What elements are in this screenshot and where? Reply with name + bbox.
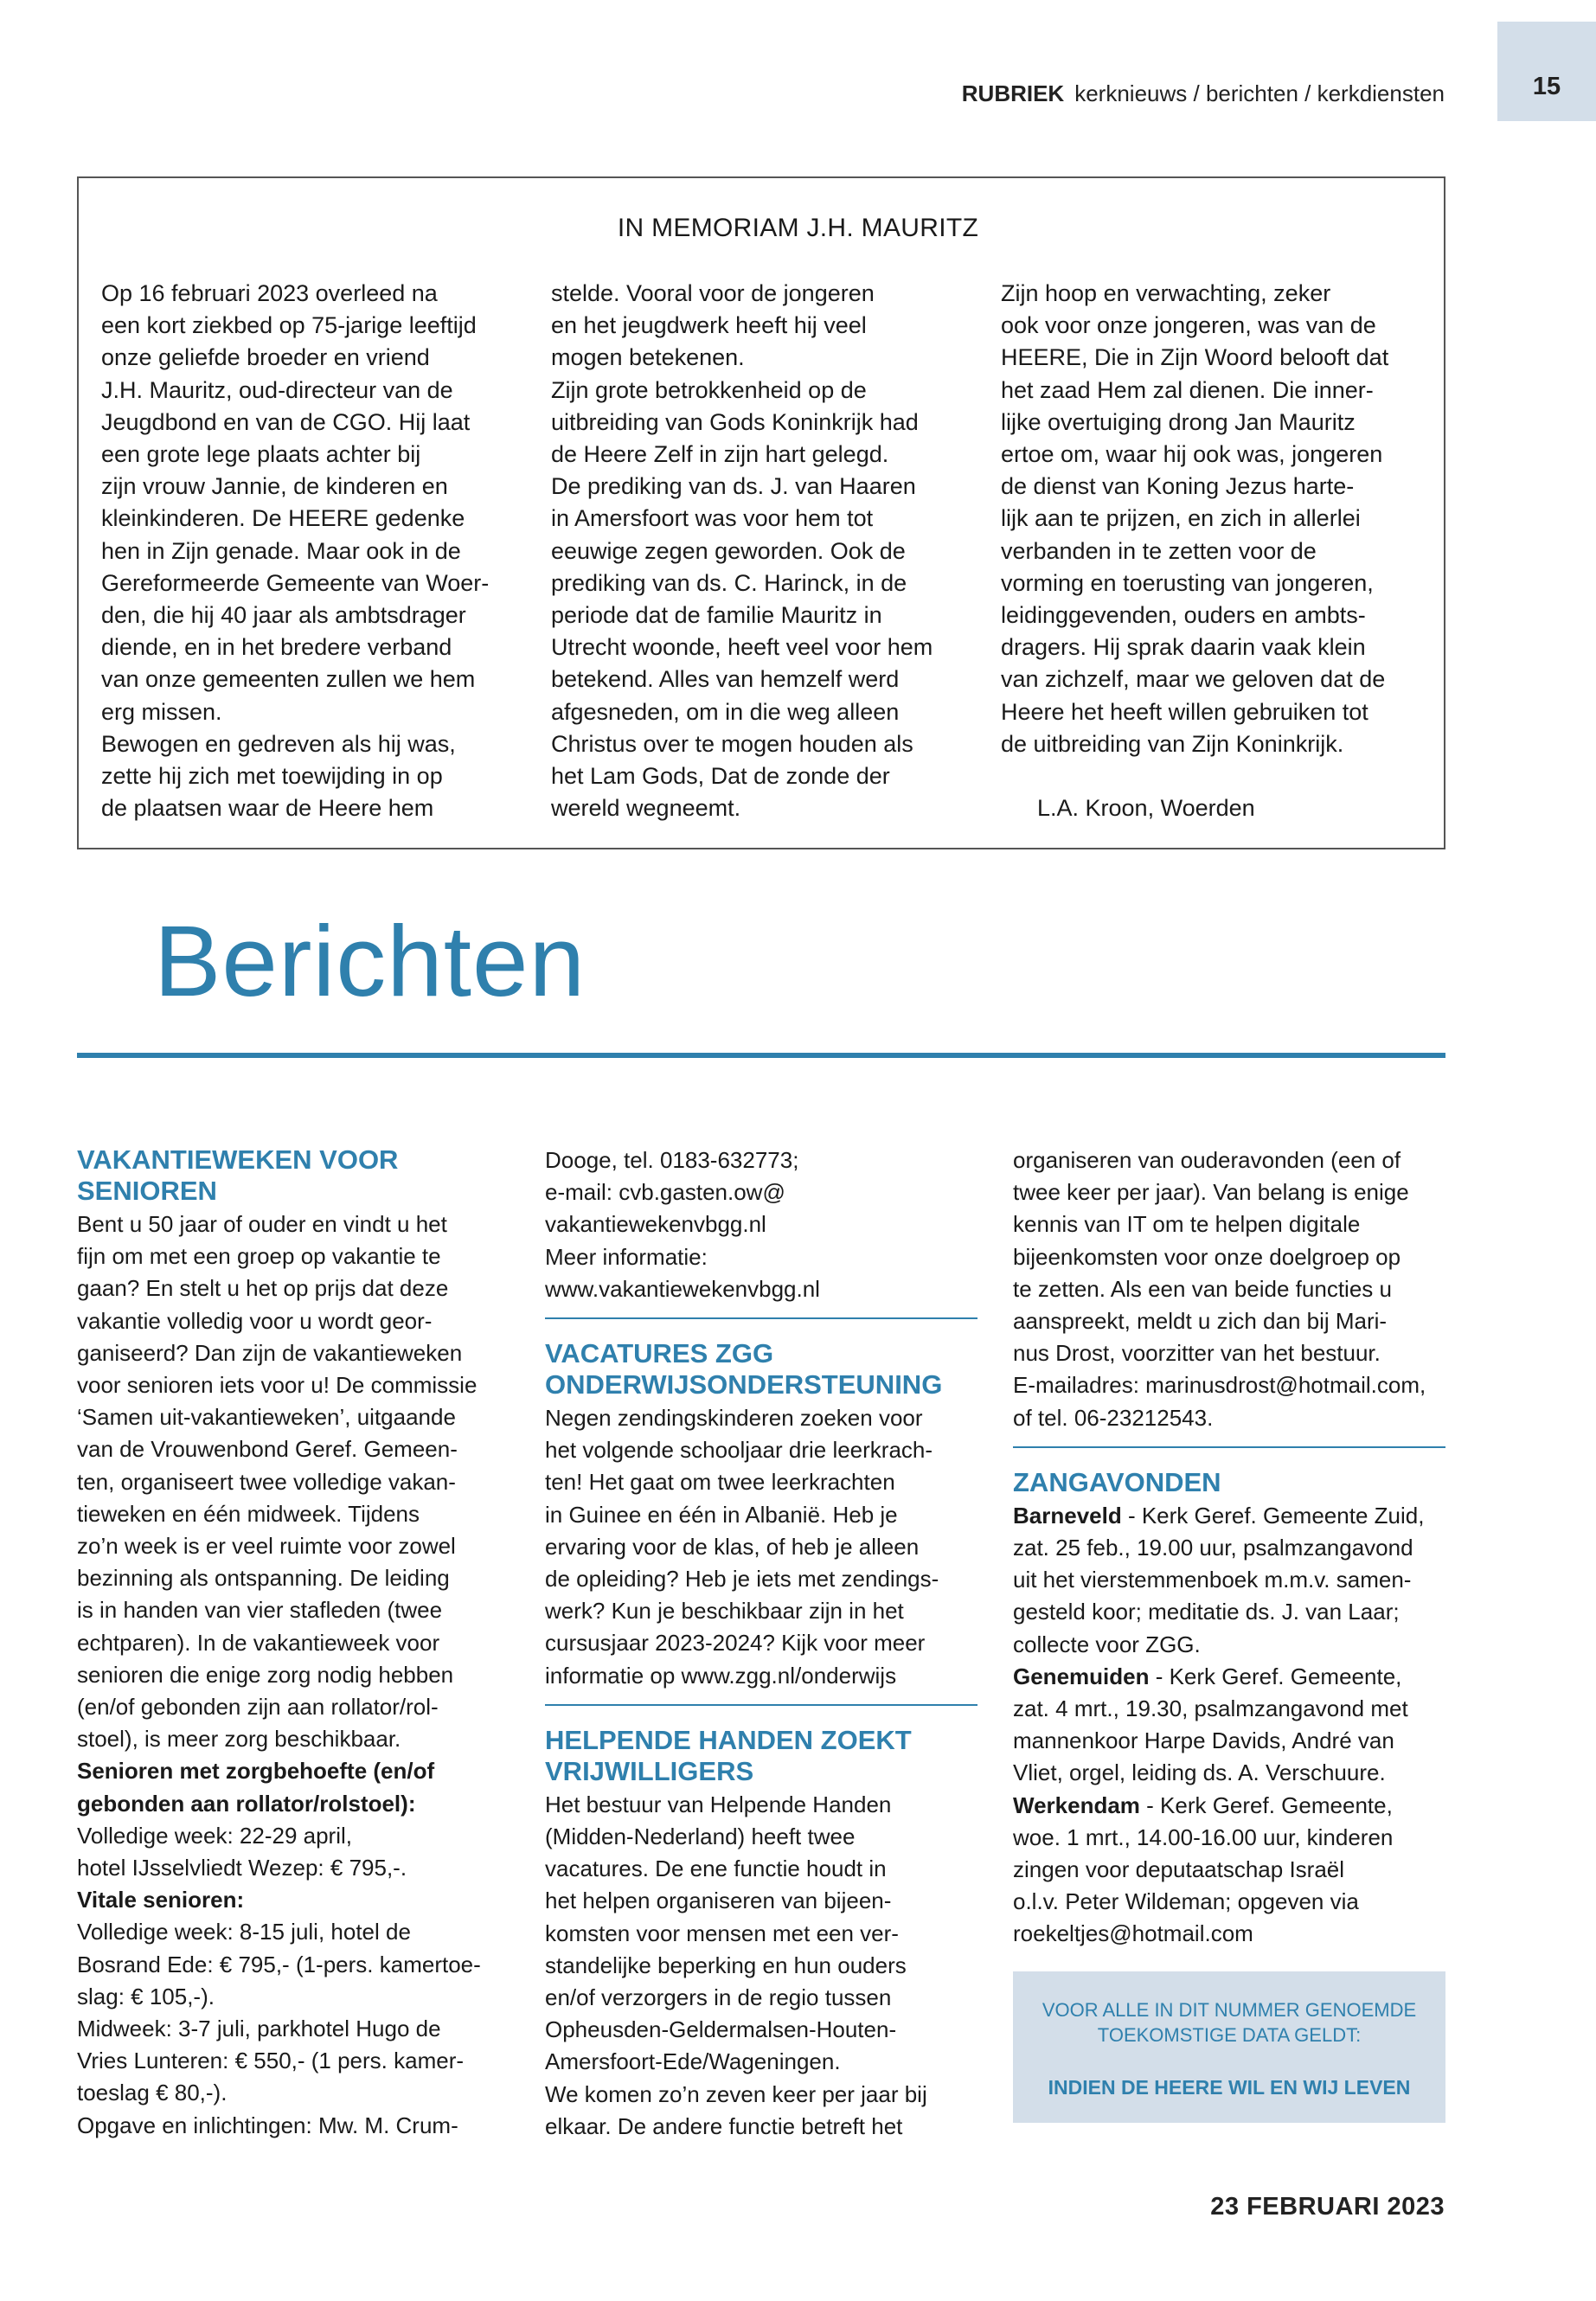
article-line: slag: € 105,-). [77, 1983, 215, 2009]
memoriam-line: Op 16 februari 2023 overleed na [101, 280, 438, 306]
article-line: tieweken en één midweek. Tijdens [77, 1500, 420, 1527]
memoriam-line: HEERE, Die in Zijn Woord belooft dat [1001, 344, 1389, 371]
article-line: Negen zendingskinderen zoeken voor [545, 1405, 923, 1432]
memoriam-line: Utrecht woonde, heeft veel voor hem [551, 634, 933, 661]
article-line: senioren die enige zorg nodig hebben [77, 1661, 454, 1688]
memoriam-line: periode dat de familie Mauritz in [551, 602, 882, 629]
issue-date: 23 FEBRUARI 2023 [1210, 2193, 1445, 2221]
article-line: de opleiding? Heb je iets met zendings- [545, 1566, 939, 1593]
article-line: gaan? En stelt u het op prijs dat deze [77, 1275, 449, 1302]
article-line: Opheusden-Geldermalsen-Houten- [545, 2016, 897, 2043]
memoriam-line: Jeugdbond en van de CGO. Hij laat [101, 408, 471, 435]
article-line: (en/of gebonden zijn aan rollator/rol- [77, 1694, 439, 1721]
rubriek-label: RUBRIEK [961, 80, 1065, 106]
memoriam-line: dragers. Hij sprak daarin vaak klein [1001, 634, 1366, 661]
vacatures-heading [545, 1338, 977, 1400]
article-line: woe. 1 mrt., 14.00-16.00 uur, kinderen [1013, 1823, 1394, 1850]
memoriam-line: verbanden in te zetten voor de [1001, 537, 1317, 564]
memoriam-line: leidinggevenden, ouders en ambts- [1001, 602, 1366, 629]
memoriam-line: den, die hij 40 jaar als ambtsdrager [101, 602, 466, 629]
zangavond-werkendam [1013, 1790, 1445, 1822]
memoriam-line: Gereformeerde Gemeente van Woer- [101, 569, 490, 596]
article-line: mannenkoor Harpe Davids, André van [1013, 1727, 1394, 1754]
zangavond-barneveld [1013, 1500, 1445, 1532]
email-link[interactable]: e-mail: cvb.gasten.ow@ [545, 1179, 785, 1206]
article-line: gesteld koor; meditatie ds. J. van Laar; [1013, 1599, 1400, 1625]
article-line: Bent u 50 jaar of ouder en vindt u het [77, 1211, 447, 1237]
article-column-2 [545, 1144, 977, 2143]
article-line: ganiseerd? Dan zijn de vakantieweken [77, 1339, 463, 1366]
heading-line: HELPENDE HANDEN ZOEKT [545, 1724, 912, 1755]
event-text: - Kerk Geref. Gemeente Zuid, [1121, 1502, 1425, 1529]
memoriam-line: het Lam Gods, Dat de zonde der [551, 763, 890, 790]
article-line: Het bestuur van Helpende Handen [545, 1791, 892, 1817]
email-link[interactable]: roekeltjes@hotmail.com [1013, 1920, 1253, 1947]
memoriam-line: J.H. Mauritz, oud-directeur van de [101, 376, 453, 403]
article-line: twee keer per jaar). Van belang is enige [1013, 1179, 1409, 1206]
article-line: te zetten. Als een van beide functies u [1013, 1275, 1392, 1302]
article-column-1 [77, 1144, 510, 2142]
memoriam-line: diende, en in het bredere verband [101, 634, 452, 661]
article-line: bezinning als ontspanning. De leiding [77, 1565, 450, 1592]
article-line: werk? Kun je beschikbaar zijn in het [545, 1598, 904, 1625]
heading-line: SENIOREN [77, 1176, 217, 1206]
memoriam-signature: L.A. Kroon, Woerden [1037, 795, 1255, 822]
memoriam-line: de uitbreiding van Zijn Koninkrijk. [1001, 730, 1344, 757]
website-link[interactable]: www.vakantiewekenvbgg.nl [545, 1275, 820, 1302]
article-line: Vliet, orgel, leiding ds. A. Verschuure. [1013, 1759, 1386, 1786]
memoriam-line: van zichzelf, maar we geloven dat de [1001, 666, 1386, 693]
rubriek-text: kerknieuws / berichten / kerkdiensten [1074, 80, 1445, 106]
article-line: is in handen van vier stafleden (twee [77, 1597, 443, 1624]
place-name: Werkendam [1013, 1791, 1140, 1818]
memoriam-line: erg missen. [101, 698, 222, 725]
article-line: vakantie volledig voor u wordt geor- [77, 1307, 433, 1334]
memoriam-line: in Amersfoort was voor hem tot [551, 505, 874, 532]
article-line: Volledige week: 22-29 april, [77, 1822, 352, 1849]
article-line: Bosrand Ede: € 795,- (1-pers. kamertoe- [77, 1951, 481, 1977]
event-text: - Kerk Geref. Gemeente, [1139, 1791, 1393, 1818]
article-line: Dooge, tel. 0183-632773; [545, 1147, 799, 1173]
article-line: Meer informatie: [545, 1243, 708, 1270]
heading-line: VRIJWILLIGERS [545, 1755, 754, 1786]
memoriam-line: uitbreiding van Gods Koninkrijk had [551, 408, 919, 435]
article-line: zat. 4 mrt., 19.30, psalmzangavond met [1013, 1695, 1408, 1722]
article-line: ervaring voor de klas, of heb je alleen [545, 1533, 920, 1560]
article-line: of tel. 06-23212543. [1013, 1404, 1214, 1431]
article-line: komsten voor mensen met een ver- [545, 1920, 899, 1946]
article-line: cursusjaar 2023-2024? Kijk voor meer [545, 1630, 926, 1657]
article-line: ten! Het gaat om twee leerkrachten [545, 1469, 895, 1496]
memoriam-line: en het jeugdwerk heeft hij veel [551, 312, 867, 339]
memoriam-line: hen in Zijn genade. Maar ook in de [101, 537, 461, 564]
article-line: zo’n week is er veel ruimte voor zowel [77, 1533, 456, 1560]
article-line: standelijke beperking en hun ouders [545, 1952, 907, 1978]
page-number-tab [1497, 22, 1596, 121]
article-line: voor senioren iets voor u! De commissie [77, 1372, 478, 1399]
article-line: echtparen). In de vakantieweek voor [77, 1629, 440, 1656]
memoriam-line: stelde. Vooral voor de jongeren [551, 280, 875, 306]
memoriam-line: Heere het heeft willen gebruiken tot [1001, 698, 1368, 725]
article-line: (Midden-Nederland) heeft twee [545, 1823, 856, 1850]
place-name: Genemuiden [1013, 1663, 1150, 1689]
memoriam-line: prediking van ds. C. Harinck, in de [551, 569, 907, 596]
memoriam-column-3 [1001, 278, 1433, 824]
memoriam-line: De prediking van ds. J. van Haaren [551, 473, 916, 500]
memoriam-line: lijke overtuiging drong Jan Mauritz [1001, 408, 1356, 435]
notice-line: TOEKOMSTIGE DATA GELDT: [1097, 2023, 1362, 2046]
memoriam-title: IN MEMORIAM J.H. MAURITZ [617, 214, 979, 242]
memoriam-line: Christus over te mogen houden als [551, 730, 913, 757]
article-line: het helpen organiseren van bijeen- [545, 1888, 892, 1914]
memoriam-line: ertoe om, waar hij ook was, jongeren [1001, 441, 1383, 468]
helpende-handen-heading [545, 1725, 977, 1787]
article-line: informatie op www.zgg.nl/onderwijs [545, 1662, 897, 1689]
email-link[interactable]: vakantiewekenvbgg.nl [545, 1211, 766, 1238]
zangavonden-heading: ZANGAVONDEN [1013, 1466, 1221, 1497]
memoriam-line: zijn vrouw Jannie, de kinderen en [101, 473, 448, 500]
running-header [962, 80, 1445, 107]
article-line: zat. 25 feb., 19.00 uur, psalmzangavond [1013, 1535, 1413, 1561]
memoriam-line: Bewogen en gedreven als hij was, [101, 730, 456, 757]
article-line: Midweek: 3-7 juli, parkhotel Hugo de [77, 2016, 441, 2042]
article-line: hotel IJsselvliedt Wezep: € 795,-. [77, 1855, 407, 1881]
article-line: kennis van IT om te helpen digitale [1013, 1211, 1361, 1238]
place-name: Barneveld [1013, 1502, 1122, 1529]
memoriam-line: wereld wegneemt. [551, 795, 741, 822]
section-divider [77, 1053, 1445, 1058]
notice-line: VOOR ALLE IN DIT NUMMER GENOEMDE [1042, 1998, 1417, 2021]
article-divider [545, 1704, 977, 1706]
heading-line: VACATURES ZGG [545, 1338, 774, 1369]
memoriam-line: Zijn hoop en verwachting, zeker [1001, 280, 1331, 306]
article-line: We komen zo’n zeven keer per jaar bij [545, 2080, 927, 2107]
notice-box [1013, 1971, 1445, 2123]
memoriam-line: lijk aan te prijzen, en zich in allerlei [1001, 505, 1361, 532]
memoriam-line: Zijn grote betrokkenheid op de [551, 376, 867, 403]
memoriam-line: mogen betekenen. [551, 344, 745, 371]
email-link[interactable]: E-mailadres: marinusdrost@hotmail.com, [1013, 1372, 1426, 1399]
memoriam-line: afgesneden, om in die weg alleen [551, 698, 900, 725]
article-line: Opgave en inlichtingen: Mw. M. Crum- [77, 2112, 458, 2138]
article-line: aanspreekt, meldt u zich dan bij Mari- [1013, 1308, 1388, 1335]
article-line: van de Vrouwenbond Geref. Gemeen- [77, 1436, 458, 1463]
article-line: en/of verzorgers in de regio tussen [545, 1984, 892, 2011]
memoriam-line: een kort ziekbed op 75-jarige leeftijd [101, 312, 477, 339]
article-line: elkaar. De andere functie betreft het [545, 2112, 903, 2139]
article-line: Amersfoort-Ede/Wageningen. [545, 2048, 841, 2075]
article-line: het volgende schooljaar drie leerkrach- [545, 1437, 933, 1464]
article-line: zingen voor deputaatschap Israël [1013, 1856, 1345, 1883]
article-line: fijn om met een groep op vakantie te [77, 1243, 441, 1270]
page-number: 15 [1532, 73, 1561, 100]
article-line: Volledige week: 8-15 juli, hotel de [77, 1919, 411, 1945]
memoriam-line: eeuwige zegen geworden. Ook de [551, 537, 906, 564]
article-line: in Guinee en één in Albanië. Heb je [545, 1501, 898, 1528]
memoriam-line: zette hij zich met toewijding in op [101, 763, 443, 790]
memoriam-column-2 [551, 278, 984, 824]
article-divider [545, 1317, 977, 1319]
article-line: bijeenkomsten voor onze doelgroep op [1013, 1243, 1401, 1270]
article-line: ‘Samen uit-vakantieweken’, uitgaande [77, 1404, 456, 1431]
article-line: o.l.v. Peter Wildeman; opgeven via [1013, 1888, 1359, 1915]
memoriam-line: betekend. Alles van hemzelf werd [551, 666, 900, 693]
article-line: toeslag € 80,-). [77, 2080, 228, 2106]
heading-line: ONDERWIJSONDERSTEUNING [545, 1369, 943, 1400]
article-line: uit het vierstemmenboek m.m.v. samen- [1013, 1567, 1412, 1593]
memoriam-line: de dienst van Koning Jezus harte- [1001, 473, 1355, 500]
article-line: collecte voor ZGG. [1013, 1631, 1201, 1657]
article-column-3 [1013, 1144, 1445, 2123]
memoriam-line: het zaad Hem zal dienen. Die inner- [1001, 376, 1374, 403]
memoriam-line: ook voor onze jongeren, was van de [1001, 312, 1376, 339]
article-divider [1013, 1446, 1445, 1448]
heading-line: VAKANTIEWEKEN VOOR [77, 1144, 399, 1175]
article-line: vacatures. De ene functie houdt in [545, 1856, 887, 1882]
subheading: Vitale senioren: [77, 1887, 245, 1913]
memoriam-line: kleinkinderen. De HEERE gedenke [101, 505, 465, 532]
article-line: organiseren van ouderavonden (een of [1013, 1147, 1401, 1173]
article-line: ten, organiseert twee volledige vakan- [77, 1468, 456, 1495]
memoriam-line: onze geliefde broeder en vriend [101, 344, 430, 371]
article-line: Vries Lunteren: € 550,- (1 pers. kamer- [77, 2048, 465, 2074]
vakantieweken-heading [77, 1144, 510, 1207]
event-text: - Kerk Geref. Gemeente, [1149, 1663, 1402, 1689]
article-line: nus Drost, voorzitter van het bestuur. [1013, 1340, 1381, 1367]
memoriam-line: een grote lege plaats achter bij [101, 441, 421, 468]
section-title: Berichten [154, 905, 586, 1017]
memoriam-column-1 [101, 278, 534, 824]
article-line: stoel), is meer zorg beschikbaar. [77, 1726, 401, 1753]
memoriam-line: de Heere Zelf in zijn hart gelegd. [551, 441, 889, 468]
subheading: Senioren met zorgbehoefte (en/of [77, 1758, 435, 1785]
memoriam-line: van onze gemeenten zullen we hem [101, 666, 476, 693]
memoriam-line: vorming en toerusting van jongeren, [1001, 569, 1374, 596]
notice-emphasis: INDIEN DE HEERE WIL EN WIJ LEVEN [1048, 2075, 1411, 2099]
subheading: gebonden aan rollator/rolstoel): [77, 1790, 416, 1817]
memoriam-line: de plaatsen waar de Heere hem [101, 795, 434, 822]
zangavond-genemuiden [1013, 1661, 1445, 1693]
